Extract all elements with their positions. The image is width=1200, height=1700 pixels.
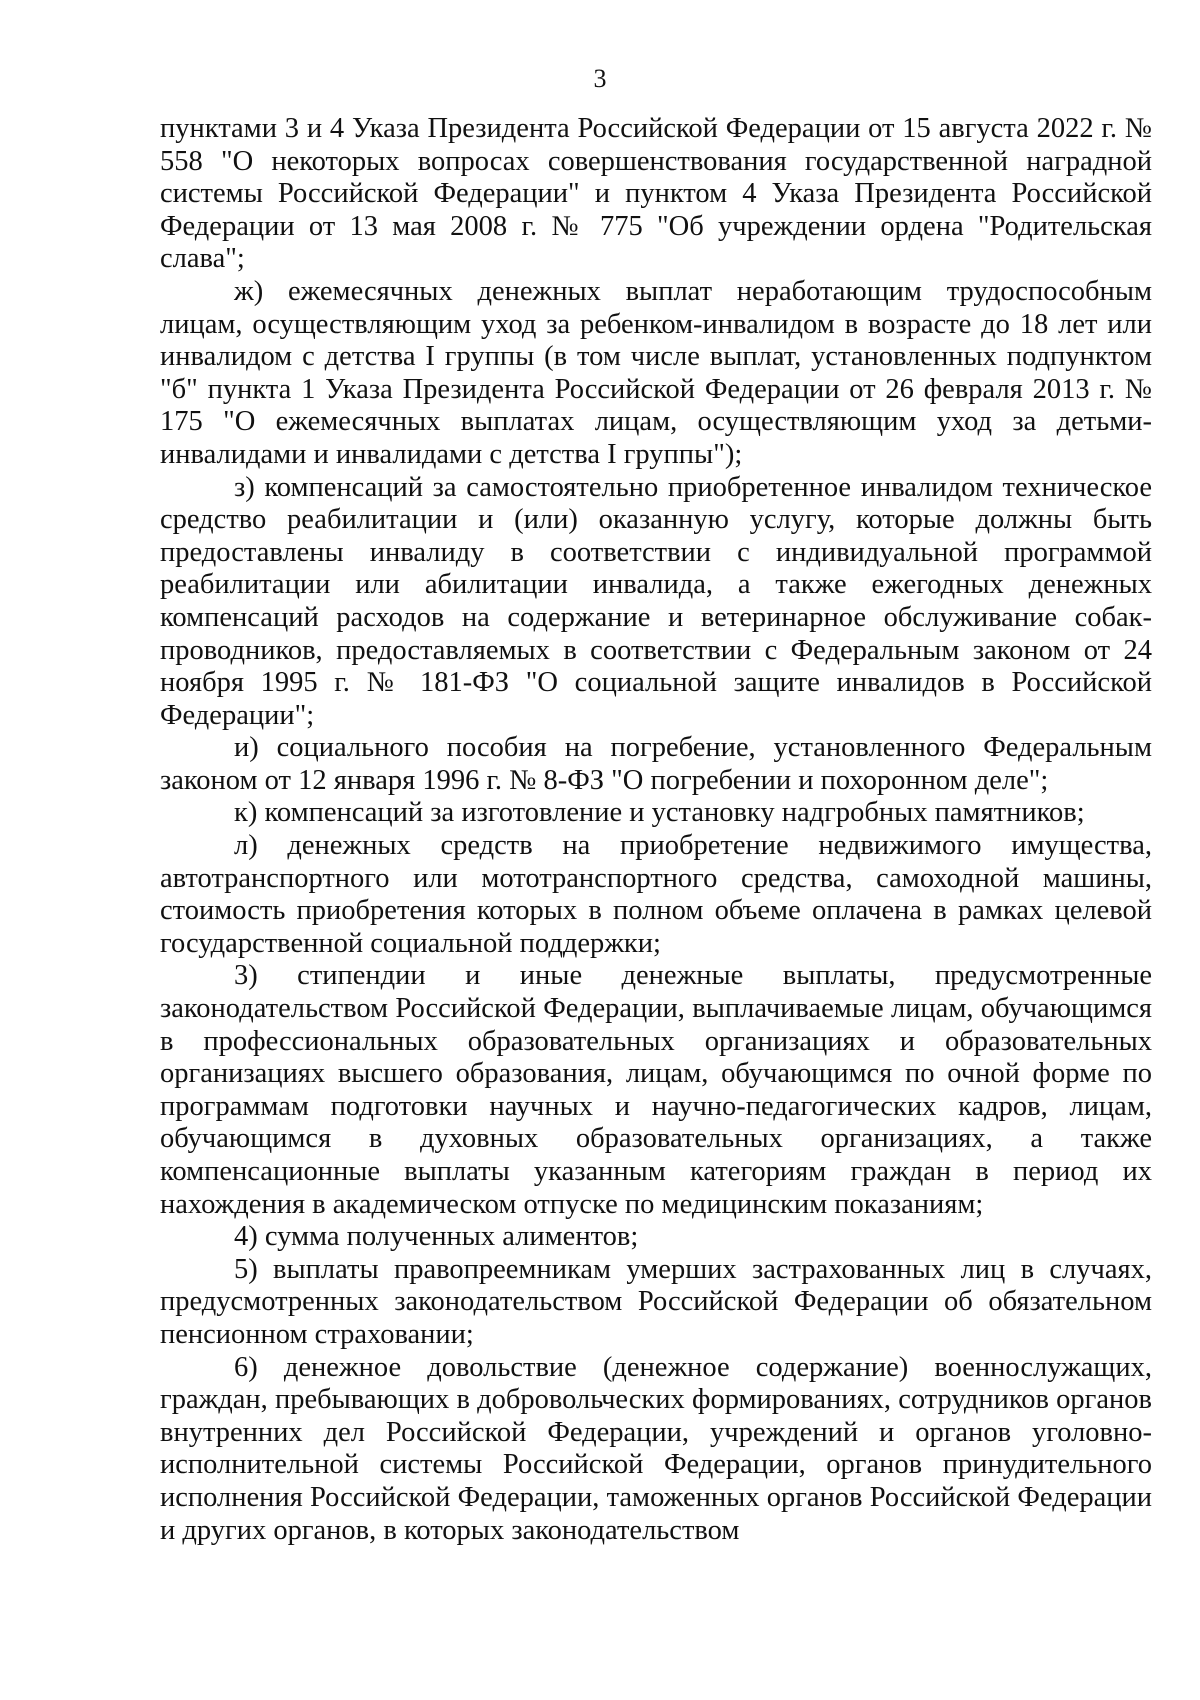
paragraph-item-zh: ж) ежемесячных денежных выплат неработающим трудоспособным лицам, осуществляющим уход за ребенком-инвалидом в возрасте до 18 лет или инвалидом с детства I группы (в том числе выплат, установленных подпунктом "б" пункта 1 Указа Президента Российской Федерации от 26 февраля 2013 г. № 175 "О ежемесячных выплатах лицам, осуществляющим уход за детьми-инвалидами и инвалидами с детства I группы"); <box>160 275 1152 470</box>
paragraph-item-3: 3) стипендии и иные денежные выплаты, предусмотренные законодательством Российской Федерации, выплачиваемые лицам, обучающимся в профессиональных образовательных организациях и образовательных организациях высшего образования, лицам, обучающимся по очной форме по программам подготовки научных и научно-педагогических кадров, лицам, обучающимся в духовных образовательных организациях, а также компенсационные выплаты указанным категориям граждан в период их нахождения в академическом отпуске по медицинским показаниям; <box>160 960 1152 1220</box>
paragraph-item-z: з) компенсаций за самостоятельно приобретенное инвалидом техническое средство реабилитации и (или) оказанную услугу, которые должны быть предоставлены инвалиду в соответствии с индивидуальной программой реабилитации или абилитации инвалида, а также ежегодных денежных компенсаций расходов на содержание и ветеринарное обслуживание собак-проводников, предоставляемых в соответствии с Федеральным законом от 24 ноября 1995 г. № 181-ФЗ "О социальной защите инвалидов в Российской Федерации"; <box>160 471 1152 731</box>
paragraph-item-l: л) денежных средств на приобретение недвижимого имущества, автотранспортного или мототранспортного средства, самоходной машины, стоимость приобретения которых в полном объеме оплачена в рамках целевой государственной социальной поддержки; <box>160 830 1152 959</box>
paragraph-item-4: 4) сумма полученных алиментов; <box>234 1221 639 1253</box>
paragraph-continuation: пунктами 3 и 4 Указа Президента Российской Федерации от 15 августа 2022 г. № 558 "О некоторых вопросах совершенствования государственной наградной системы Российской Федерации" и пунктом 4 Указа Президента Российской Федерации от 13 мая 2008 г. № 775 "Об учреждении ордена "Родительская слава"; <box>160 113 1152 275</box>
page-number: 3 <box>593 64 607 93</box>
paragraph-item-k: к) компенсаций за изготовление и установку надгробных памятников; <box>234 797 1085 829</box>
document-body <box>160 113 1152 1547</box>
paragraph-item-i: и) социального пособия на погребение, установленного Федеральным законом от 12 января 1996 г. № 8-ФЗ "О погребении и похоронном деле"; <box>160 732 1152 796</box>
paragraph-item-5: 5) выплаты правопреемникам умерших застрахованных лиц в случаях, предусмотренных законодательством Российской Федерации об обязательном пенсионном страховании; <box>160 1253 1152 1350</box>
paragraph-item-6: 6) денежное довольствие (денежное содержание) военнослужащих, граждан, пребывающих в добровольческих формированиях, сотрудников органов внутренних дел Российской Федерации, учреждений и органов уголовно-исполнительной системы Российской Федерации, органов принудительного исполнения Российской Федерации, таможенных органов Российской Федерации и других органов, в которых законодательством <box>160 1351 1152 1546</box>
